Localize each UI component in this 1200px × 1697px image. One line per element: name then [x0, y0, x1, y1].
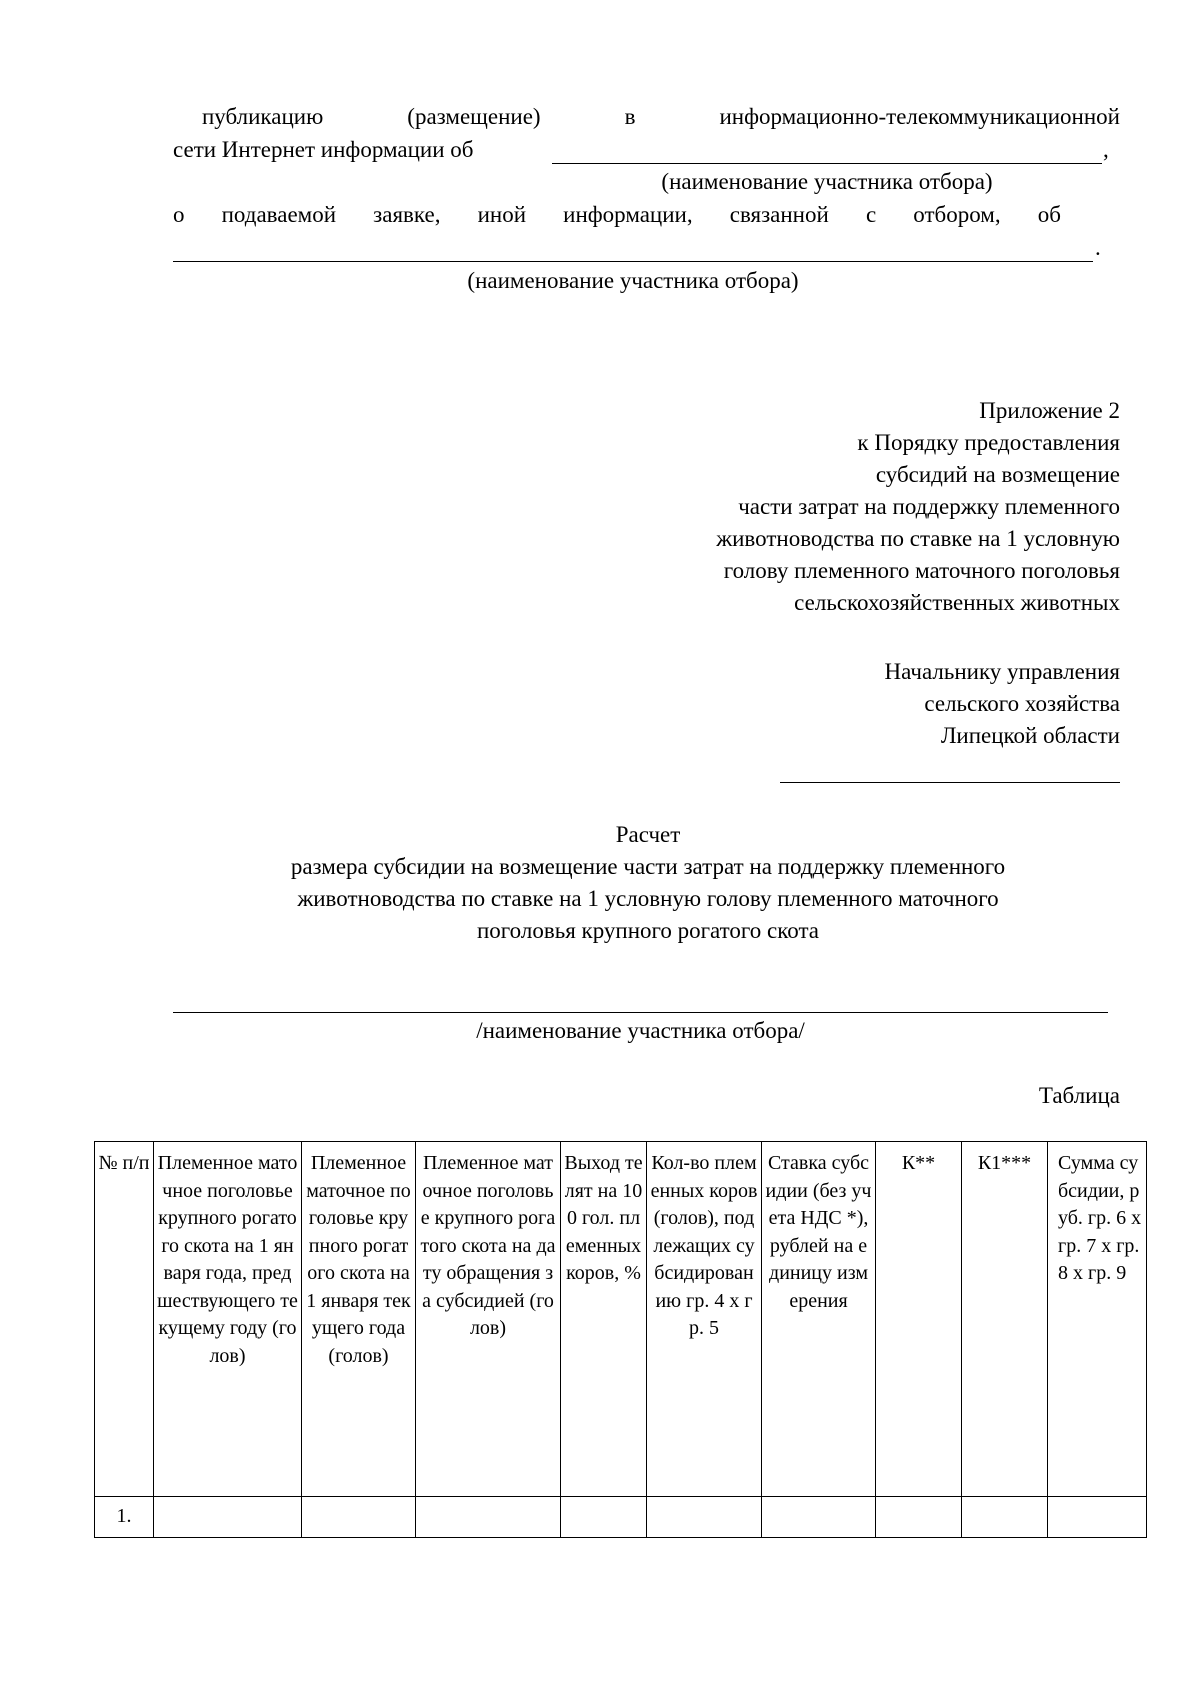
consent-word: с [865, 202, 877, 227]
header-cell-herd-application-date: Племенное маточное поголовье крупного рогатого скота на дату обращения за субсидией (голов) [416, 1142, 561, 1497]
consent-word: в [624, 104, 636, 129]
addressee-line: Начальнику управления [884, 659, 1120, 684]
consent-word: публикацию [202, 104, 324, 129]
title-line: поголовья крупного рогатого скота [477, 918, 819, 943]
header-cell-calf-yield: Выход телят на 100 гол. племенных коров, % [561, 1142, 647, 1497]
appendix-line: Приложение 2 [979, 398, 1120, 423]
addressee-signature-blank [780, 782, 1120, 783]
title-line: размера субсидии на возмещение части затрат на поддержку племенного [290, 854, 1006, 879]
addressee-block [600, 657, 1120, 751]
table-header-row [95, 1142, 1147, 1497]
header-cell-subsidy-rate: Ставка субсидии (без учета НДС *), рублей на единицу измерения [762, 1142, 876, 1497]
table-label: Таблица [1038, 1083, 1120, 1108]
header-cell-k: К** [876, 1142, 962, 1497]
header-cell-cows-subsidized: Кол-во племенных коров (голов), подлежащих субсидированию гр. 4 х гр. 5 [647, 1142, 762, 1497]
appendix-block [500, 396, 1120, 618]
participant-caption-2: (наименование участника отбора) [467, 268, 799, 293]
table-cell [302, 1497, 416, 1538]
consent-word: иной [477, 202, 527, 227]
consent-word: (размещение) [407, 104, 541, 129]
header-cell-number: № п/п [95, 1142, 154, 1497]
document-title [100, 820, 1196, 946]
title-line: животноводства по ставке на 1 условную голову племенного маточного [297, 886, 999, 911]
header-cell-herd-prev-year: Племенное маточное поголовье крупного рогатого скота на 1 января года, предшествующего текущему году (голов) [154, 1142, 302, 1497]
consent-word: о [173, 202, 185, 227]
consent-line-4-end: . [1095, 235, 1101, 260]
appendix-line: сельскохозяйственных животных [794, 590, 1120, 615]
consent-line-1 [202, 102, 1120, 132]
table-cell: 1. [95, 1497, 154, 1538]
consent-word: отбором, [913, 202, 1001, 227]
consent-word: об [1037, 202, 1061, 227]
appendix-line: к Порядку предоставления [857, 430, 1120, 455]
participant-blank-3 [173, 1012, 1108, 1013]
header-cell-subsidy-sum: Сумма субсидии, руб. гр. 6 х гр. 7 х гр. 8 х гр. 9 [1048, 1142, 1147, 1497]
calculation-table [94, 1141, 1147, 1538]
consent-word: заявке, [373, 202, 441, 227]
table-cell [762, 1497, 876, 1538]
participant-caption-1: (наименование участника отбора) [661, 169, 993, 194]
participant-caption-3: /наименование участника отбора/ [476, 1018, 805, 1043]
table-cell [876, 1497, 962, 1538]
table-cell [1048, 1497, 1147, 1538]
addressee-line: сельского хозяйства [924, 691, 1120, 716]
table-cell [154, 1497, 302, 1538]
table-cell [561, 1497, 647, 1538]
table-cell [416, 1497, 561, 1538]
title-heading: Расчет [615, 822, 681, 847]
appendix-line: животноводства по ставке на 1 условную [716, 526, 1120, 551]
consent-word: информации, [563, 202, 693, 227]
consent-line-2 [173, 135, 473, 165]
table-cell [962, 1497, 1048, 1538]
header-cell-k1: К1*** [962, 1142, 1048, 1497]
consent-line-2-text: сети Интернет информации об [173, 137, 474, 162]
appendix-line: голову племенного маточного поголовья [723, 558, 1120, 583]
appendix-line: части затрат на поддержку племенного [738, 494, 1120, 519]
header-cell-herd-current-year: Племенное маточное поголовье крупного рогатого скота на 1 января текущего года (голов) [302, 1142, 416, 1497]
consent-line-2-end: , [1103, 137, 1109, 162]
consent-line-3 [173, 200, 1061, 230]
table-row [95, 1497, 1147, 1538]
participant-blank-2 [173, 261, 1093, 262]
consent-word: связанной [729, 202, 829, 227]
consent-word: информационно-телекоммуникационной [719, 104, 1120, 129]
participant-blank-1 [552, 163, 1102, 164]
table-cell [647, 1497, 762, 1538]
addressee-line: Липецкой области [940, 723, 1120, 748]
appendix-line: субсидий на возмещение [875, 462, 1120, 487]
consent-word: подаваемой [221, 202, 337, 227]
